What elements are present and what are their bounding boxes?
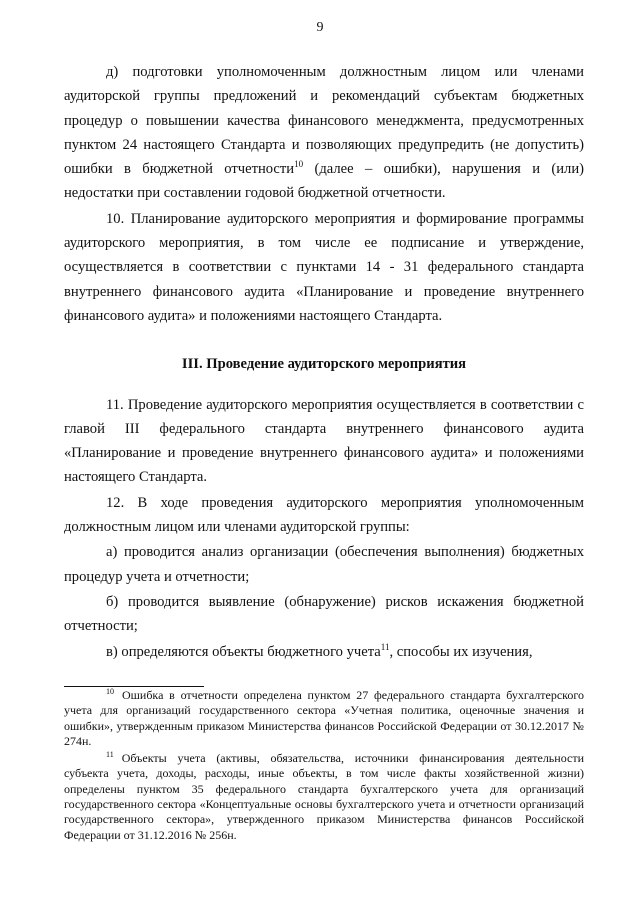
paragraph-12: 12. В ходе проведения аудиторского мероприятия уполномоченным должностным лицом или членами аудиторской группы: <box>64 494 584 536</box>
footnote-separator <box>64 686 204 687</box>
section-heading: III. Проведение аудиторского мероприятия <box>181 356 467 373</box>
paragraph-d-text-part-1: д) подготовки уполномоченным должностным лицом или членами аудиторской группы предложений и рекомендаций субъектам бюджетных процедур о повышении качества финансового менеджмента, предусмотренных пунктом 24 настоящего Стандарта и позволяющих предупредить (не допустить) ошибки в бюджетной отчетности <box>64 64 584 178</box>
footnote-10-mark: 10 <box>106 687 114 696</box>
footnote-ref-10[interactable]: 10 <box>294 159 304 170</box>
page-number: 9 <box>316 20 324 35</box>
paragraph-12v <box>64 640 584 664</box>
paragraph-11: 11. Проведение аудиторского мероприятия осуществляется в соответствии с главой III федерального стандарта внутреннего финансового аудита «Планирование и проведение внутреннего финансового аудита» и положениями настоящего Стандарта. <box>64 396 584 486</box>
paragraph-12a: а) проводится анализ организации (обеспечения выполнения) бюджетных процедур учета и отчетности; <box>64 544 584 585</box>
footnotes <box>64 688 584 843</box>
paragraph-d-text-part-2: (далее – ошибки), нарушения и (или) недостатки при составлении годовой бюджетной отчетности. <box>64 161 584 202</box>
footnote-ref-11[interactable]: 11 <box>380 641 390 652</box>
document-body <box>64 60 584 664</box>
footnote-11 <box>64 751 584 843</box>
paragraph-d <box>64 60 584 206</box>
footnote-11-mark: 11 <box>106 750 114 760</box>
footnote-11-text: Объекты учета (активы, обязательства, источники финансирования деятельности субъекта учета, доходы, расходы, иные объекты, в том числе факты хозяйственной жизни) определены пунктом 35 федерального стандарта бухгалтерского учета для организаций государственного сектора «Концептуальные основы бухгалтерского учета и отчетности организаций государственного сектора», утвержденного приказом Министерства финансов Российской Федерации от 31.12.2016 № 256н. <box>64 751 584 842</box>
footnote-10-text: Ошибка в отчетности определена пунктом 27 федерального стандарта бухгалтерского учета для организаций государственного сектора «Учетная политика, оценочные значения и ошибки», утвержденным приказом Министерства финансов Российской Федерации от 30.12.2017 № 274н. <box>64 688 584 748</box>
paragraph-10: 10. Планирование аудиторского мероприятия и формирование программы аудиторского мероприятия, в том числе ее подписание и утверждение, осуществляется в соответствии с пунктами 14 - 31 федерального стандарта внутреннего финансового аудита «Планирование и проведение внутреннего финансового аудита» и положениями настоящего Стандарта. <box>64 210 584 324</box>
footnote-10 <box>64 688 584 749</box>
paragraph-12b: б) проводится выявление (обнаружение) рисков искажения бюджетной отчетности; <box>64 593 584 635</box>
paragraph-12v-text-part-1: в) определяются объекты бюджетного учета <box>106 643 381 660</box>
paragraph-12v-text-part-2: , способы их изучения, <box>389 643 533 660</box>
